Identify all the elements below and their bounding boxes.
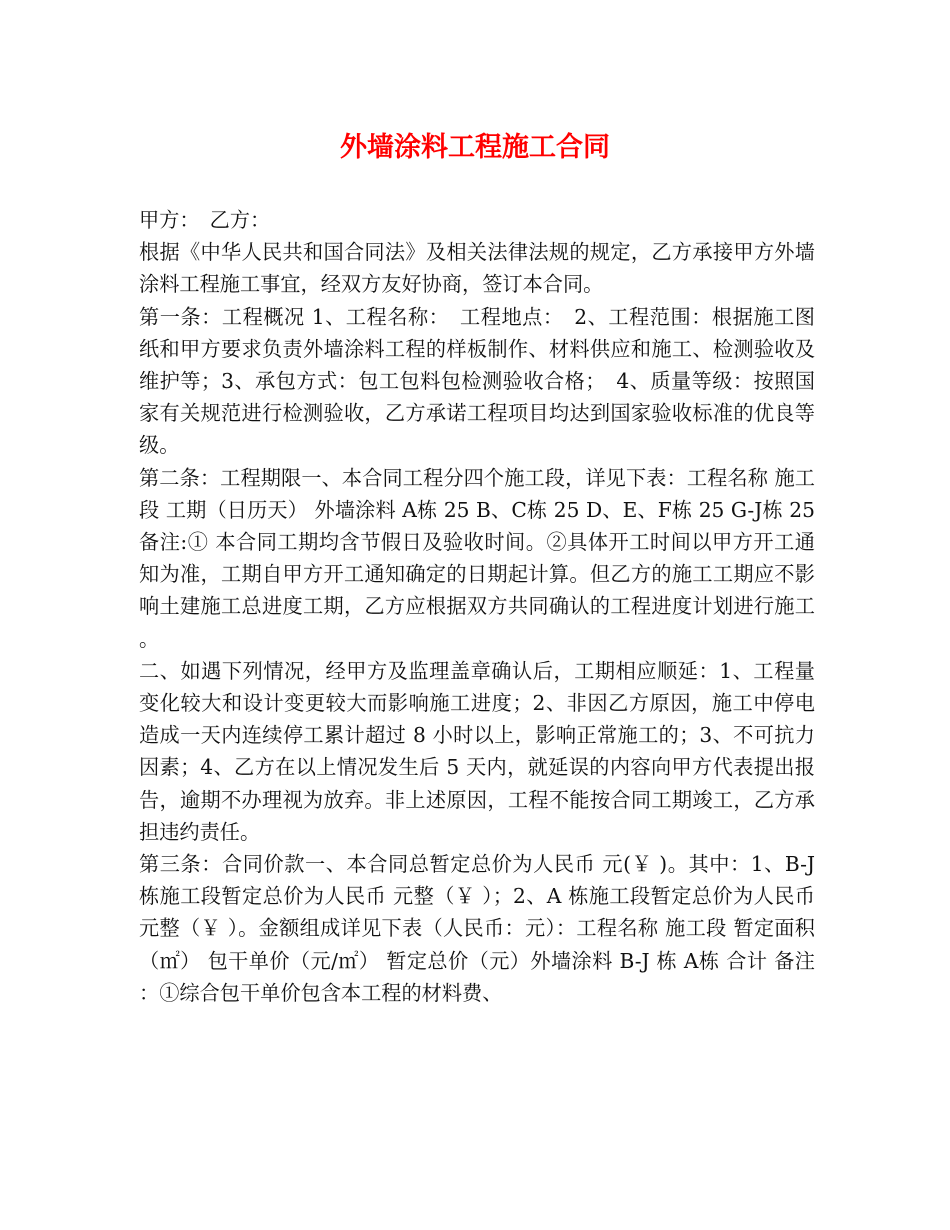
article-1-paragraph: 第一条：工程概况 1、工程名称： 工程地点： 2、工程范围：根据施工图纸和甲方要求负责外墙涂料工程的样板制作、材料供应和施工、检测验收及维护等；3、承包方式：包工包料包检测验收合格； 4、质量等级：按照国家有关规范进行检测验收，乙方承诺工程项目均达到国家验收标准的优良等级。 bbox=[139, 304, 815, 458]
preamble-paragraph: 根据《中华人民共和国合同法》及相关法律法规的规定，乙方承接甲方外墙涂料工程施工事宜，经双方友好协商，签订本合同。 bbox=[139, 240, 815, 297]
parties-line: 甲方： 乙方： bbox=[139, 208, 271, 232]
document-body bbox=[139, 204, 815, 1009]
document-title: 外墙涂料工程施工合同 bbox=[340, 132, 610, 163]
article-2-paragraph: 第二条：工程期限一、本合同工程分四个施工段，详见下表：工程名称 施工段 工期（日历天） 外墙涂料 A栋 25 B、C栋 25 D、E、F栋 25 G-J栋 25 备注:① 本合同工期均含节假日及验收时间。②具体开工时间以甲方开工通知为准，工期自甲方开工通知确定的日期起计算。但乙方的施工工期应不影响土建施工总进度工期，乙方应根据双方共同确认的工程进度计划进行施工。 bbox=[139, 465, 815, 651]
extension-clause-paragraph: 二、如遇下列情况，经甲方及监理盖章确认后，工期相应顺延：1、工程量变化较大和设计变更较大而影响施工进度；2、非因乙方原因，施工中停电造成一天内连续停工累计超过 8 小时以上，影响正常施工的；3、不可抗力因素；4、乙方在以上情况发生后 5 天内，就延误的内容向甲方代表提出报告，逾期不办理视为放弃。非上述原因，工程不能按合同工期竣工，乙方承担违约责任。 bbox=[139, 658, 815, 844]
article-3-paragraph: 第三条：合同价款一、本合同总暂定总价为人民币 元(￥ )。其中：1、B-J 栋施工段暂定总价为人民币 元整（￥ ）；2、A 栋施工段暂定总价为人民币 元整（￥ ）。金额组成详见下表（人民币：元）：工程名称 施工段 暂定面积（㎡） 包干单价（元/㎡） 暂定总价（元）外墙涂料 B-J 栋 A栋 合计 备注：①综合包干单价包含本工程的材料费、 bbox=[139, 852, 815, 1005]
